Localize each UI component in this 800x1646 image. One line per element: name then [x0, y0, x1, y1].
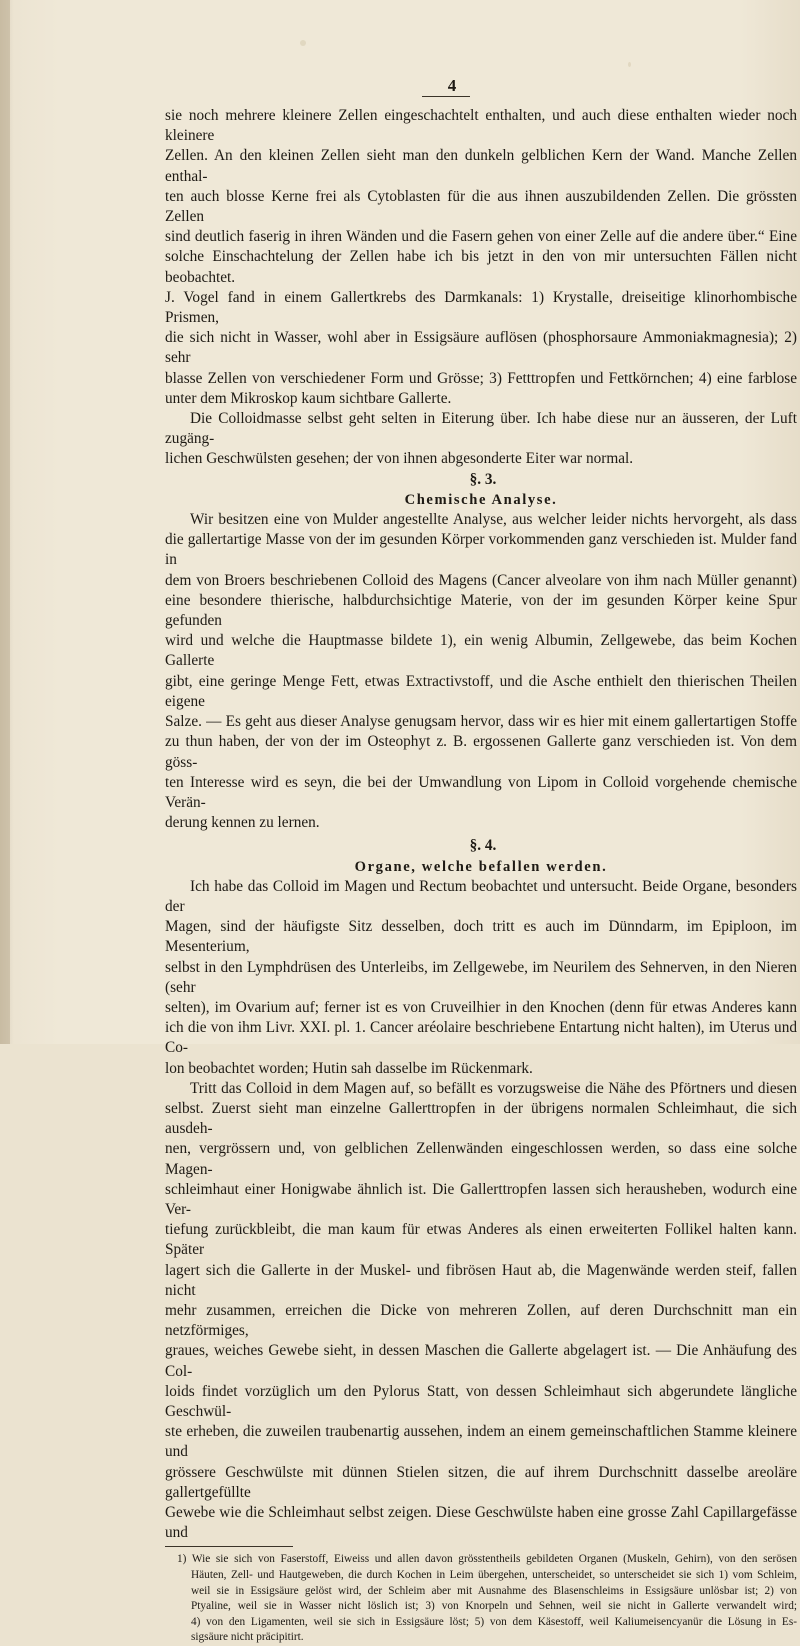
footnote-line: Ptyaline, weil sie in Wasser nicht löslich ist; 3) von Knorpeln und Sehnen, weil sie nicht in Gallerte verwandelt wird; [191, 1600, 797, 1613]
page-number-rule [422, 96, 470, 97]
text-line: Ich habe das Colloid im Magen und Rectum beobachtet und untersucht. Beide Organe, besonders der [165, 877, 797, 915]
text-line: lagert sich die Gallerte in der Muskel- und fibrösen Haut ab, die Magenwände werden steif, fallen nicht [165, 1261, 797, 1299]
text-line: unter dem Mikroskop kaum sichtbare Gallerte. [165, 389, 452, 407]
text-line: Salze. — Es geht aus dieser Analyse genugsam hervor, dass wir es hier mit einem gallertartigen Stoffe [165, 713, 797, 731]
footnote-line: 4) von den Ligamenten, weil sie sich in Essigsäure löst; 5) von dem Käsestoff, weil Kaliumeisencyanür die Lösung in Es- [191, 1615, 797, 1628]
text-line: Gewebe wie die Schleimhaut selbst zeigen. Diese Geschwülste haben eine grosse Zahl Capillargefässe und [165, 1504, 797, 1542]
paragraph-organs [165, 877, 797, 1079]
text-line: Zellen. An den kleinen Zellen sieht man den dunkeln gelblichen Kern der Wand. Manche Zellen enthal- [165, 147, 797, 185]
text-line: lon beobachtet worden; Hutin sah dasselbe im Rückenmark. [165, 1059, 533, 1077]
footnote-line: sigsäure nicht präcipitirt. [191, 1631, 304, 1644]
paper-stain [628, 62, 631, 67]
paragraph-cell-nesting [165, 106, 797, 409]
text-line: sie noch mehrere kleinere Zellen eingeschachtelt enthalten, und auch diese enthalten wieder noch kleinere [165, 107, 797, 145]
section-heading: Chemische Analyse. [404, 491, 558, 508]
paragraph-suppuration [165, 409, 797, 470]
page-number: 4 [447, 76, 457, 95]
text-line: selten), im Ovarium auf; ferner ist es von Cruveilhier in den Knochen (denn für etwas Anderes kann [165, 998, 797, 1016]
text-line: die gallertartige Masse von der im gesunden Körper vorkommenden ganz verschieden ist. Mulder fand in [165, 531, 797, 569]
text-line: sind deutlich faserig in ihren Wänden und die Fasern gehen von einer Zelle auf die andere über.“ Eine [165, 228, 797, 246]
text-line: selbst. Zuerst sieht man einzelne Gallerttropfen in der übrigens normalen Schleimhaut, die sich ausdeh- [165, 1099, 797, 1138]
section-heading: Organe, welche befallen werden. [354, 858, 608, 875]
text-line: J. Vogel fand in einem Gallertkrebs des Darmkanals: 1) Krystalle, dreiseitige klinorhombische Prismen, [165, 288, 797, 327]
text-line: zu thun haben, der von der im Osteophyt z. B. ergossenen Gallerte ganz verschieden ist. Von dem göss- [165, 733, 797, 771]
body-text [165, 106, 797, 1646]
footnote-rule [165, 1546, 293, 1547]
text-line: die sich nicht in Wasser, wohl aber in Essigsäure auflösen (phosphorsaure Ammoniakmagnesia); 2) sehr [165, 329, 797, 367]
paragraph-chemical-analysis [165, 510, 797, 833]
text-line: ich die von ihm Livr. XXI. pl. 1. Cancer aréolaire beschriebene Entartung nicht halten), im Uterus und Co- [165, 1019, 797, 1057]
text-line: solche Einschachtelung der Zellen habe ich bis jetzt in den von mir untersuchten Fällen nicht beobachtet. [165, 248, 797, 286]
paragraph-stomach [165, 1079, 797, 1544]
text-line: tiefung zurückbleibt, die man kaum für etwas Anderes als einen erweiterten Follikel halten kann. Später [165, 1221, 797, 1259]
text-line: grössere Geschwülste mit dünnen Stielen sitzen, die auf ihrem Durchschnitt dasselbe areoläre gallertgefüllte [165, 1463, 797, 1501]
footnote-line: weil sie in Essigsäure gelöst wird, der Schleim aber mit Ausnahme des Blasenschleims in Essigsäure unlösbar ist; 2) von [191, 1584, 797, 1597]
text-line: Wir besitzen eine von Mulder angestellte Analyse, aus welcher leider nichts hervorgeht, als dass [190, 511, 797, 529]
text-line: Tritt das Colloid in dem Magen auf, so befällt es vorzugsweise die Nähe des Pförtners und diesen [190, 1079, 797, 1097]
section-number: §. 3. [469, 470, 497, 488]
text-line: selbst in den Lymphdrüsen des Unterleibs, im Zellgewebe, im Neurilem des Sehnerven, in den Nieren (sehr [165, 958, 797, 996]
text-line: ten auch blosse Kerne frei als Cytoblasten für die aus ihnen auszubildenden Zellen. Die grössten Zellen [165, 187, 797, 226]
text-line: wird und welche die Hauptmasse bildete 1), ein wenig Albumin, Zellgewebe, das beim Kochen Gallerte [165, 632, 797, 670]
text-line: loids findet vorzüglich um den Pylorus Statt, von dessen Schleimhaut sich abgerundete längliche Geschwül- [165, 1382, 797, 1420]
page-binding-edge [0, 0, 10, 1044]
footnote-line: Häuten, Zell- und Hautgeweben, die durch Kochen in Leim übergehen, unterscheidet, so unterscheidet sie sich 1) vom Schleim, [191, 1569, 797, 1582]
text-line: gibt, eine geringe Menge Fett, etwas Extractivstoff, und die Asche enthielt den thierischen Theilen eigene [165, 672, 797, 710]
text-line: ten Interesse wird es seyn, die bei der Umwandlung von Lipom in Colloid vorgehende chemische Verän- [165, 773, 797, 811]
text-line: blasse Zellen von verschiedener Form und Grösse; 3) Fetttropfen und Fettkörnchen; 4) eine farblose [165, 369, 797, 387]
section-number: §. 4. [469, 837, 497, 855]
footnotes [165, 1552, 797, 1646]
text-line: derung kennen zu lernen. [165, 814, 320, 832]
footnote-line: 1) Wie sie sich von Faserstoff, Eiweiss und allen davon grösstentheils gebildeten Organen (Muskeln, Gehirn), von den serösen [177, 1553, 797, 1566]
text-line: mehr zusammen, erreichen die Dicke von mehreren Zollen, auf deren Durchschnitt man ein netzförmiges, [165, 1301, 797, 1340]
text-line: Die Colloidmasse selbst geht selten in Eiterung über. Ich habe diese nur an äusseren, der Luft zugäng- [165, 410, 797, 448]
paper-stain [300, 40, 306, 46]
text-line: graues, weiches Gewebe sieht, in dessen Maschen die Gallerte abgelagert ist. — Die Anhäufung des Col- [165, 1342, 797, 1380]
text-line: ste erheben, die zuweilen traubenartig aussehen, indem an einem gemeinschaftlichen Stamme kleinere und [165, 1423, 797, 1461]
text-line: nen, vergrössern und, von gelblichen Zellenwänden eingeschlossen werden, so dass eine solche Magen- [165, 1140, 797, 1178]
text-line: schleimhaut einer Honigwabe ähnlich ist. Die Gallerttropfen lassen sich herausheben, wodurch eine Ver- [165, 1180, 797, 1218]
text-line: dem von Broers beschriebenen Colloid des Magens (Cancer alveolare von ihm nach Müller genannt) [165, 571, 797, 589]
text-line: eine besondere thierische, halbdurchsichtige Materie, von der im gesunden Körper keine Spur gefunden [165, 591, 797, 630]
text-line: lichen Geschwülsten gesehen; der von ihnen abgesonderte Eiter war normal. [165, 450, 634, 468]
text-line: Magen, sind der häufigste Sitz desselben, doch tritt es auch im Dünndarm, im Epiploon, im Mesenterium, [165, 918, 797, 956]
